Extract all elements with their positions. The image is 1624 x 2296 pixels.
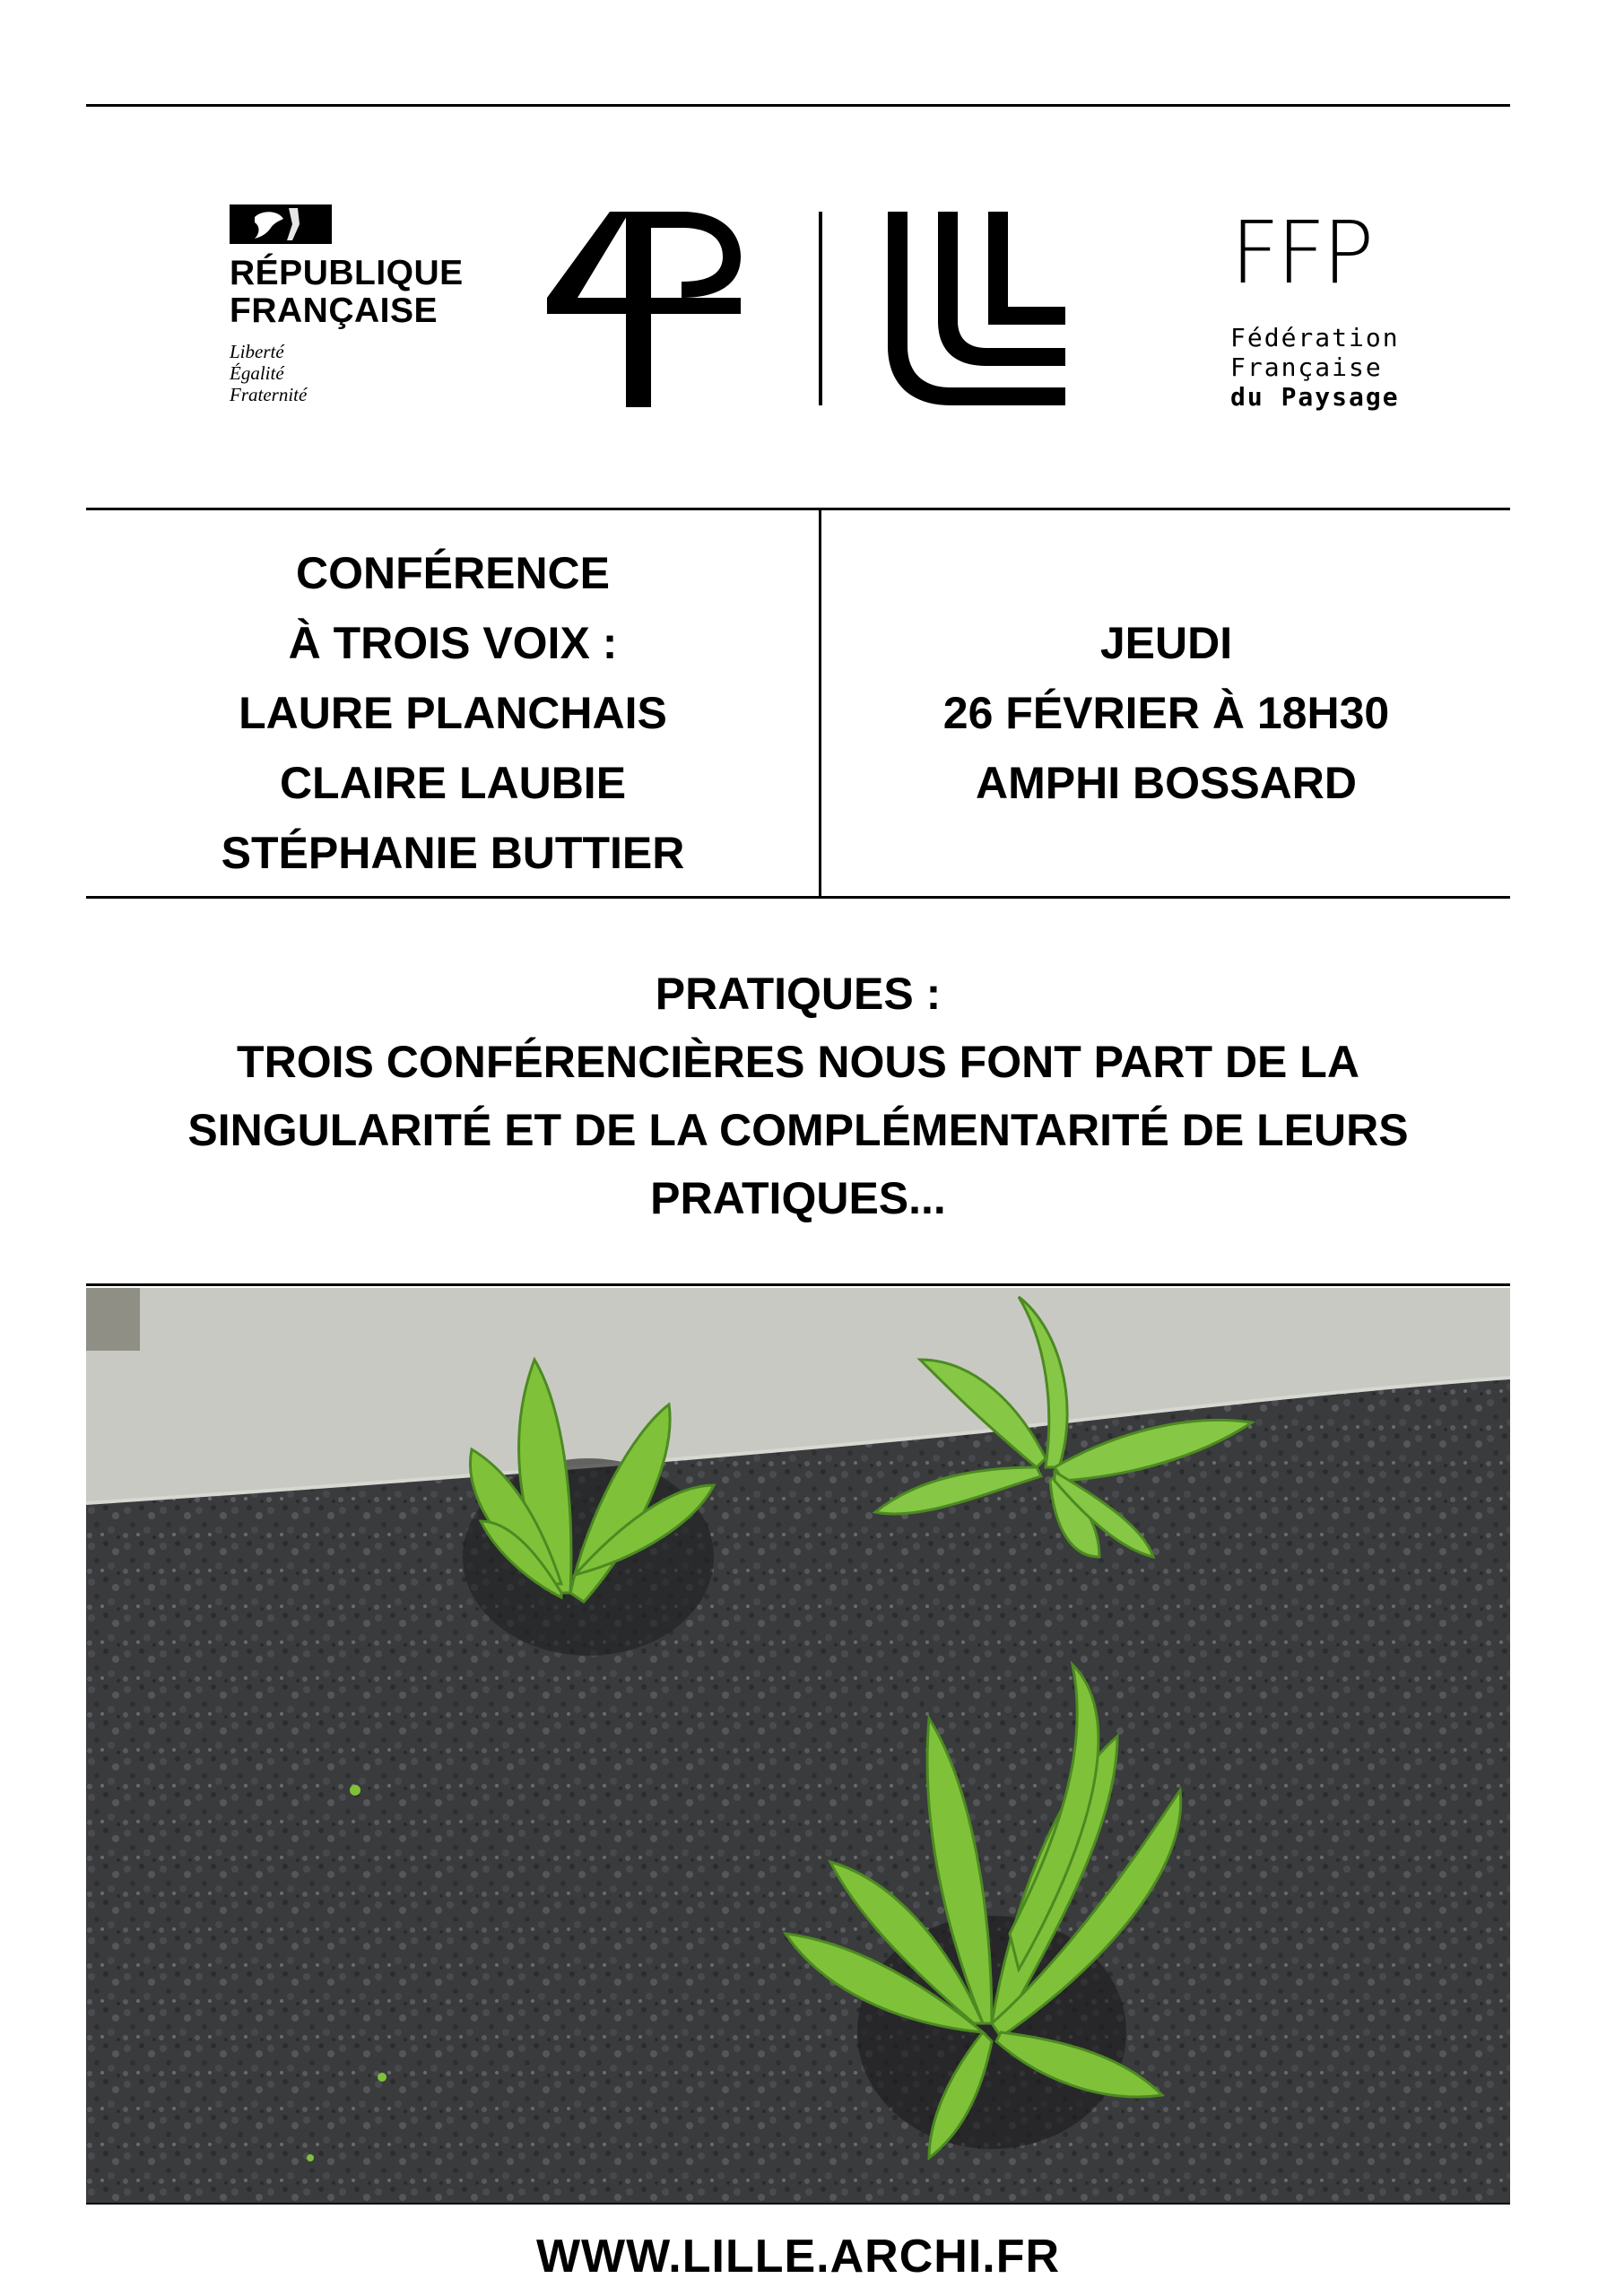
republique-francaise-logo — [230, 204, 490, 420]
rf-motto-egalite: Égalité — [230, 362, 284, 384]
lille-school-logo — [888, 212, 1065, 405]
logos-bottom-rule — [86, 508, 1510, 510]
description-line: TROIS CONFÉRENCIÈRES NOUS FONT PART DE LA — [237, 1037, 1359, 1087]
conference-title-line2: À TROIS VOIX : — [288, 618, 618, 668]
event-description — [86, 960, 1510, 1232]
speaker-name: CLAIRE LAUBIE — [279, 758, 627, 808]
rf-motto-fraternite: Fraternité — [230, 384, 308, 405]
conference-title-line1: CONFÉRENCE — [295, 548, 611, 598]
rf-name-line2: FRANÇAISE — [230, 291, 439, 330]
top-rule — [86, 104, 1510, 107]
ffp-line2: Française — [1230, 352, 1383, 382]
speaker-name: STÉPHANIE BUTTIER — [221, 828, 685, 878]
event-date-location — [822, 608, 1510, 818]
rf-name-line1: RÉPUBLIQUE — [230, 254, 464, 292]
photo-top-rule — [86, 1283, 1510, 1286]
description-line: PRATIQUES : — [655, 969, 942, 1019]
ffp-line3: du Paysage — [1230, 382, 1400, 412]
event-day: JEUDI — [1099, 618, 1233, 668]
event-venue: AMPHI BOSSARD — [975, 758, 1358, 808]
speaker-name: LAURE PLANCHAIS — [239, 688, 667, 738]
photo-weeds-in-asphalt — [86, 1288, 1510, 2203]
logo-separator — [819, 212, 822, 405]
conference-speakers — [86, 538, 820, 888]
ffp-logo — [1230, 203, 1463, 414]
rf-motto-liberte: Liberté — [230, 341, 284, 362]
ffp-line1: Fédération — [1230, 323, 1400, 352]
event-date-time: 26 FÉVRIER À 18H30 — [942, 688, 1390, 738]
ap-logo — [547, 212, 741, 407]
ffp-mark: FFP — [1230, 203, 1371, 303]
marianne-flag-icon — [230, 204, 332, 244]
description-line: PRATIQUES... — [650, 1173, 946, 1223]
info-bottom-rule — [86, 896, 1510, 899]
description-line: SINGULARITÉ ET DE LA COMPLÉMENTARITÉ DE LEURS — [187, 1105, 1409, 1155]
website-link[interactable]: WWW.LILLE.ARCHI.FR — [535, 2231, 1061, 2283]
